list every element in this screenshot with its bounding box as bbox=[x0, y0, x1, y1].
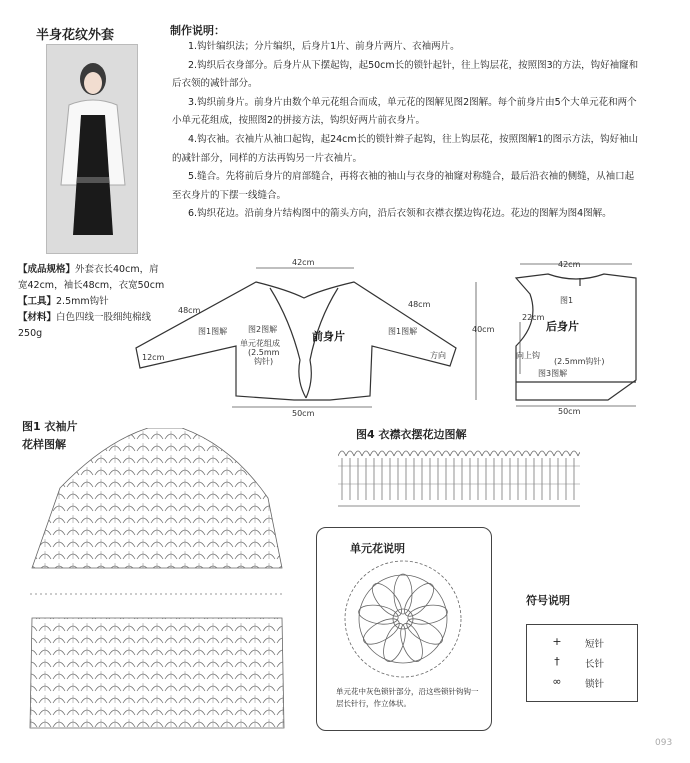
legend-row bbox=[527, 633, 637, 653]
front-direction: 方向 bbox=[430, 351, 446, 360]
legend-title: 符号说明 bbox=[526, 594, 570, 607]
schematic-diagrams bbox=[0, 250, 690, 420]
instruction-step: 6.钩织花边。沿前身片结构图中的箭头方向，沿后衣领和衣襟衣摆边钩花边。花边的图解为图4图解。 bbox=[188, 208, 612, 220]
fig4-edging-chart bbox=[338, 444, 582, 512]
front-piece-label: 前身片 bbox=[312, 330, 345, 343]
fig1-sleeve-chart bbox=[24, 428, 314, 748]
back-fig1: 图1 bbox=[560, 296, 574, 305]
unit-flower-chart bbox=[340, 556, 466, 682]
single-crochet-icon: + bbox=[552, 635, 562, 648]
legend-row bbox=[527, 673, 637, 693]
back-armhole: 22cm bbox=[522, 313, 545, 322]
instruction-step: 2.钩织后衣身部分。后身片从下摆起钩，起50cm长的锁针起针，往上钩层花，按照图3的方法，钩好袖窿和后衣领的减针部分。 bbox=[172, 59, 639, 90]
page-number: 093 bbox=[655, 738, 673, 748]
tool-label: 【工具】 bbox=[18, 296, 57, 307]
material-text: 白色四线一股细纯棉线250g bbox=[18, 312, 152, 339]
legend-row bbox=[527, 653, 637, 673]
front-fig1-left: 图1图解 bbox=[198, 327, 228, 336]
back-piece-label: 后身片 bbox=[546, 320, 579, 333]
tool-text: 2.5mm钩针 bbox=[56, 296, 109, 307]
pattern-title: 半身花纹外套 bbox=[36, 28, 115, 43]
front-width-top: 42cm bbox=[292, 258, 315, 267]
front-sleeve-left: 48cm bbox=[178, 306, 201, 315]
size-label: 【成品规格】 bbox=[18, 264, 76, 275]
legend-label: 锁针 bbox=[585, 679, 605, 690]
front-height: 40cm bbox=[472, 325, 495, 334]
back-bottom: 50cm bbox=[558, 407, 581, 416]
back-fig3: 图3图解 bbox=[538, 369, 568, 378]
unit-flower-note: 单元花中灰色锁针部分，沿这些锁针钩钩一层长针行，作立体状。 bbox=[336, 687, 479, 708]
material-label: 【材料】 bbox=[18, 312, 57, 323]
front-cuff-left: 12cm bbox=[142, 353, 165, 362]
fig4-title: 图4 衣襟衣摆花边图解 bbox=[356, 428, 467, 441]
back-up-hook: 向上钩 bbox=[516, 351, 540, 360]
legend-label: 短针 bbox=[585, 639, 605, 650]
size-text: 外套衣长40cm，肩宽42cm，袖长48cm，衣宽50cm bbox=[18, 264, 165, 291]
back-hook-size: (2.5mm钩针) bbox=[554, 357, 605, 366]
model-photo bbox=[46, 44, 138, 254]
front-bottom: 50cm bbox=[292, 409, 315, 418]
front-fig1-right: 图1图解 bbox=[388, 327, 418, 336]
front-unit-note: 钩针) bbox=[254, 357, 274, 366]
instructions-text bbox=[172, 38, 642, 224]
front-unit-note: 单元花组成 bbox=[240, 339, 280, 348]
fig1-title-line: 图1 衣袖片 bbox=[22, 420, 78, 433]
instructions-heading: 制作说明： bbox=[170, 24, 225, 37]
front-unit-note: (2.5mm bbox=[248, 348, 280, 357]
instruction-step: 1.钩针编织法；分片编织，后身片1片、前身片两片、衣袖两片。 bbox=[188, 41, 460, 52]
unit-flower-title: 单元花说明 bbox=[350, 542, 405, 555]
instruction-step: 4.钩衣袖。衣袖片从袖口起钩，起24cm长的锁针辫子起钩，往上钩层花，按照图解1的图示方法，钩好袖山的减针部分，同样的方法再钩另一片衣袖片。 bbox=[172, 133, 639, 164]
legend-box bbox=[526, 624, 638, 702]
double-crochet-icon: † bbox=[554, 655, 560, 668]
legend-label: 长针 bbox=[585, 659, 605, 670]
instruction-step: 3.钩织前身片。前身片由数个单元花组合而成，单元花的图解见图2图解。每个前身片由5个大单元花和两个小单元花组成，按照图2的拼接方法，钩织好两片前衣身片。 bbox=[172, 96, 637, 127]
instruction-step: 5.缝合。先将前后身片的肩部缝合，再将衣袖的袖山与衣身的袖窿对称缝合，最后沿衣袖的侧缝，从袖口起至衣身片的下摆一线缝合。 bbox=[172, 171, 635, 201]
front-fig2: 图2图解 bbox=[248, 325, 278, 334]
fig1-title-line: 花样图解 bbox=[22, 438, 66, 451]
chain-stitch-icon: ∞ bbox=[552, 675, 562, 688]
front-sleeve-right: 48cm bbox=[408, 300, 431, 309]
back-width-top: 42cm bbox=[558, 260, 581, 269]
